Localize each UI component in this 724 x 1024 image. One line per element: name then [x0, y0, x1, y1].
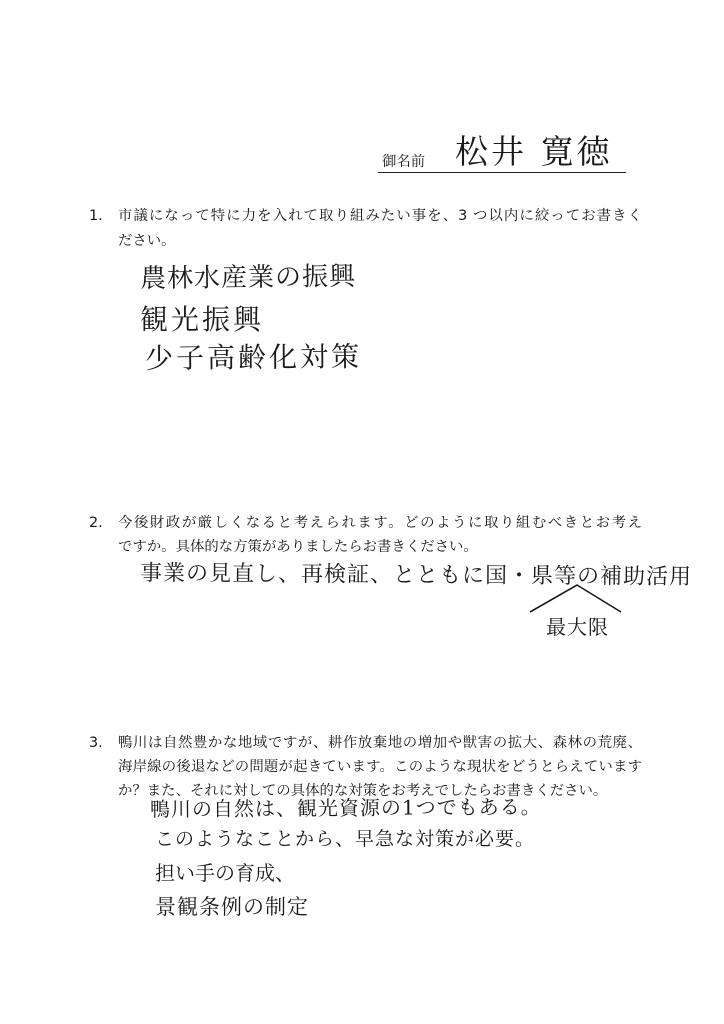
answer-1-line-1: 農林水産業の振興 [139, 261, 357, 295]
insertion-caret-mark [525, 580, 625, 616]
name-label: 御名前 [382, 154, 426, 170]
question-1-line-2: ださい。 [118, 233, 176, 249]
answer-1-line-2: 観光振興 [140, 303, 265, 336]
answer-2-line-1: 事業の見直し、再検証、とともに国・県等の補助活用 [139, 561, 693, 590]
answer-3-line-3: 担い手の育成、 [155, 861, 295, 885]
answer-3-line-4: 景観条例の制定 [155, 895, 309, 919]
question-2-number: 2. [89, 515, 103, 531]
answer-3-line-2: このようなことから、早急な対策が必要。 [155, 828, 536, 850]
insertion-caret-stroke [530, 585, 621, 612]
answer-1-line-3: 少子高齢化対策 [144, 340, 363, 375]
question-3-line-3: か？また、それに対しての具体的な対策をお考えでしたらお書きください。 [118, 783, 608, 799]
question-2-line-2: ですか。具体的な方策がありましたらお書きください。 [118, 539, 478, 555]
answer-3-line-1: 鴨川の自然は、観光資源の1つでもある。 [149, 794, 542, 822]
question-3-line-2: 海岸線の後退などの問題が起きています。このような現状をどうとらえています [118, 759, 642, 775]
question-1-line-1: 市議になって特に力を入れて取り組みたい事を、3 つ以内に絞ってお書きく [118, 208, 642, 224]
question-3-line-1: 鴨川は自然豊かな地域ですが、耕作放棄地の増加や獣害の拡大、森林の荒廃、 [118, 735, 642, 751]
question-1-number: 1. [89, 208, 103, 224]
name-underline [378, 172, 626, 173]
question-2-line-1: 今後財政が厳しくなると考えられます。どのように取り組むべきとお考え [118, 515, 642, 531]
answer-2-insertion: 最大限 [546, 615, 609, 639]
handwritten-name: 松井 寛徳 [455, 132, 613, 171]
question-3-number: 3. [89, 735, 103, 751]
